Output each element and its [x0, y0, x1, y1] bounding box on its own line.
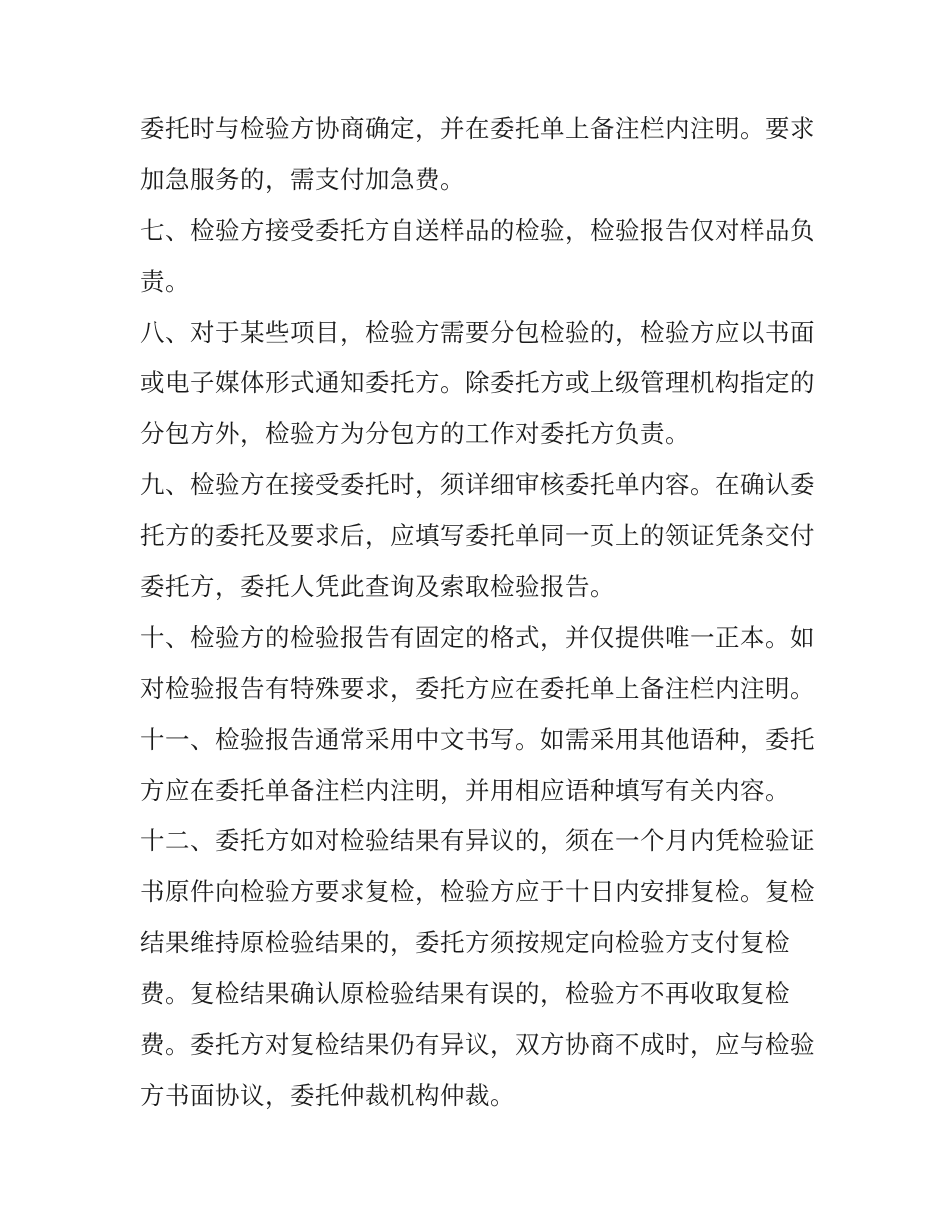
text-line: 费。复检结果确认原检验结果有误的，检验方不再收取复检: [140, 979, 790, 1009]
text-line: 方书面协议，委托仲裁机构仲裁。: [140, 1080, 515, 1110]
text-line: 委托时与检验方协商确定，并在委托单上备注栏内注明。要求: [140, 114, 815, 143]
text-line: 加急服务的，需支付加急费。: [140, 164, 465, 194]
text-line: 八、对于某些项目，检验方需要分包检验的，检验方应以书面: [140, 317, 815, 347]
text-line: 结果维持原检验结果的，委托方须按规定向检验方支付复检: [140, 928, 790, 958]
text-line: 对检验报告有特殊要求，委托方应在委托单上备注栏内注明。: [140, 673, 815, 703]
text-line: 十二、委托方如对检验结果有异议的，须在一个月内凭检验证: [140, 826, 815, 856]
text-line: 分包方外，检验方为分包方的工作对委托方负责。: [140, 419, 690, 449]
text-line: 七、检验方接受委托方自送样品的检验，检验报告仅对样品负: [140, 215, 815, 245]
text-line: 十、检验方的检验报告有固定的格式，并仅提供唯一正本。如: [140, 622, 815, 652]
text-line: 托方的委托及要求后，应填写委托单同一页上的领证凭条交付: [140, 521, 815, 551]
document-body: [140, 104, 830, 1122]
text-line: 十一、检验报告通常采用中文书写。如需采用其他语种，委托: [140, 724, 815, 754]
text-line: 九、检验方在接受委托时，须详细审核委托单内容。在确认委: [140, 470, 815, 500]
text-line: 委托方，委托人凭此查询及索取检验报告。: [140, 572, 615, 602]
text-line: 或电子媒体形式通知委托方。除委托方或上级管理机构指定的: [140, 368, 815, 398]
text-line: 费。委托方对复检结果仍有异议，双方协商不成时，应与检验: [140, 1030, 815, 1060]
text-line: 方应在委托单备注栏内注明，并用相应语种填写有关内容。: [140, 775, 790, 805]
text-line: 书原件向检验方要求复检，检验方应于十日内安排复检。复检: [140, 877, 815, 907]
text-line: 责。: [140, 266, 190, 296]
